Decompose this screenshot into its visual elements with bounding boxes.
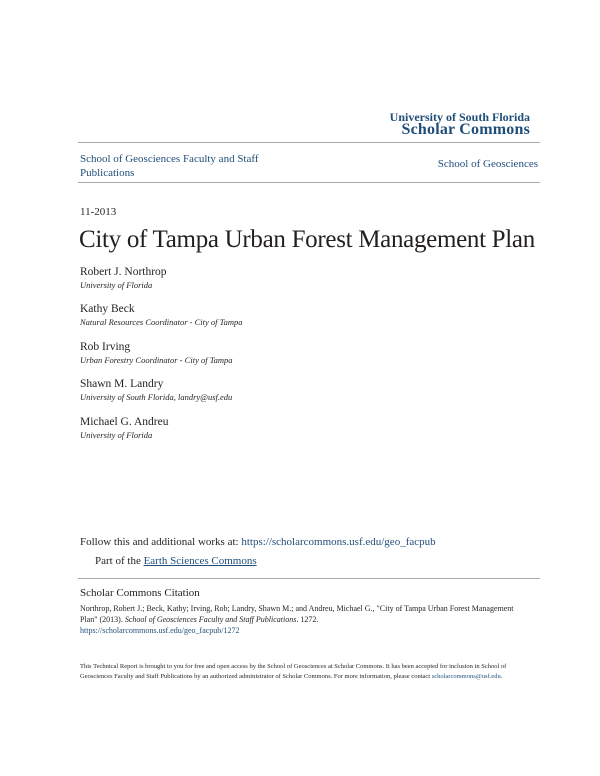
author-affiliation: University of Florida [80,430,153,440]
citation-authors-title: Northrop, Robert J.; Beck, Kathy; Irving, Rob; Landry, Shawn M.; and Andreu, Michael G., "City of Tampa Urban Forest Management Plan" (2013). [80,604,514,624]
follow-link[interactable]: https://scholarcommons.usf.edu/geo_facpub [241,536,436,548]
author-entry [80,302,242,328]
university-name: University of South Florida [389,110,530,124]
author-affiliation: University of South Florida, landry@usf.edu [80,392,233,402]
author-name: Rob Irving [80,341,131,353]
citation-suffix: . 1272. [296,615,319,624]
author-affiliation: Urban Forestry Coordinator - City of Tampa [80,355,233,365]
earth-sciences-commons-link[interactable]: Earth Sciences Commons [143,555,257,567]
notice-text: This Technical Report is brought to you for free and open access by the School of Geosciences at Scholar Commons. It has been accepted for inclusion in School of Geosciences Faculty and Staff Publications by an authorized administrator of Scholar Commons. For more information, please contact [80,663,507,680]
repository-name: Scholar Commons [401,121,530,138]
follow-line [80,536,436,548]
contact-email-link[interactable]: scholarcommons@usf.edu [431,673,501,680]
collection-header [78,142,540,183]
author-entry [80,415,168,441]
author-name: Kathy Beck [80,303,135,315]
citation-text [80,603,528,636]
author-entry [80,377,232,403]
department-link[interactable]: School of Geosciences [437,158,538,170]
author-affiliation: University of Florida [80,280,153,290]
access-notice [80,662,530,682]
author-name: Michael G. Andreu [80,416,169,428]
partof-label: Part of the [95,555,144,567]
citation-divider [78,578,540,579]
follow-label: Follow this and additional works at: [80,536,242,548]
author-entry [80,265,167,291]
notice-end: . [500,673,503,680]
citation-heading: Scholar Commons Citation [80,587,200,599]
partof-line [95,555,257,567]
publication-date: 11-2013 [80,206,117,218]
citation-link[interactable]: https://scholarcommons.usf.edu/geo_facpub/1272 [80,626,240,635]
author-name: Shawn M. Landry [80,378,164,390]
collection-link[interactable]: School of Geosciences Faculty and Staff Publications [80,153,259,179]
document-title: City of Tampa Urban Forest Management Plan [79,226,535,253]
author-name: Robert J. Northrop [80,266,167,278]
author-entry [80,340,233,366]
citation-series: School of Geosciences Faculty and Staff Publications [124,615,297,624]
author-affiliation: Natural Resources Coordinator - City of Tampa [80,317,243,327]
